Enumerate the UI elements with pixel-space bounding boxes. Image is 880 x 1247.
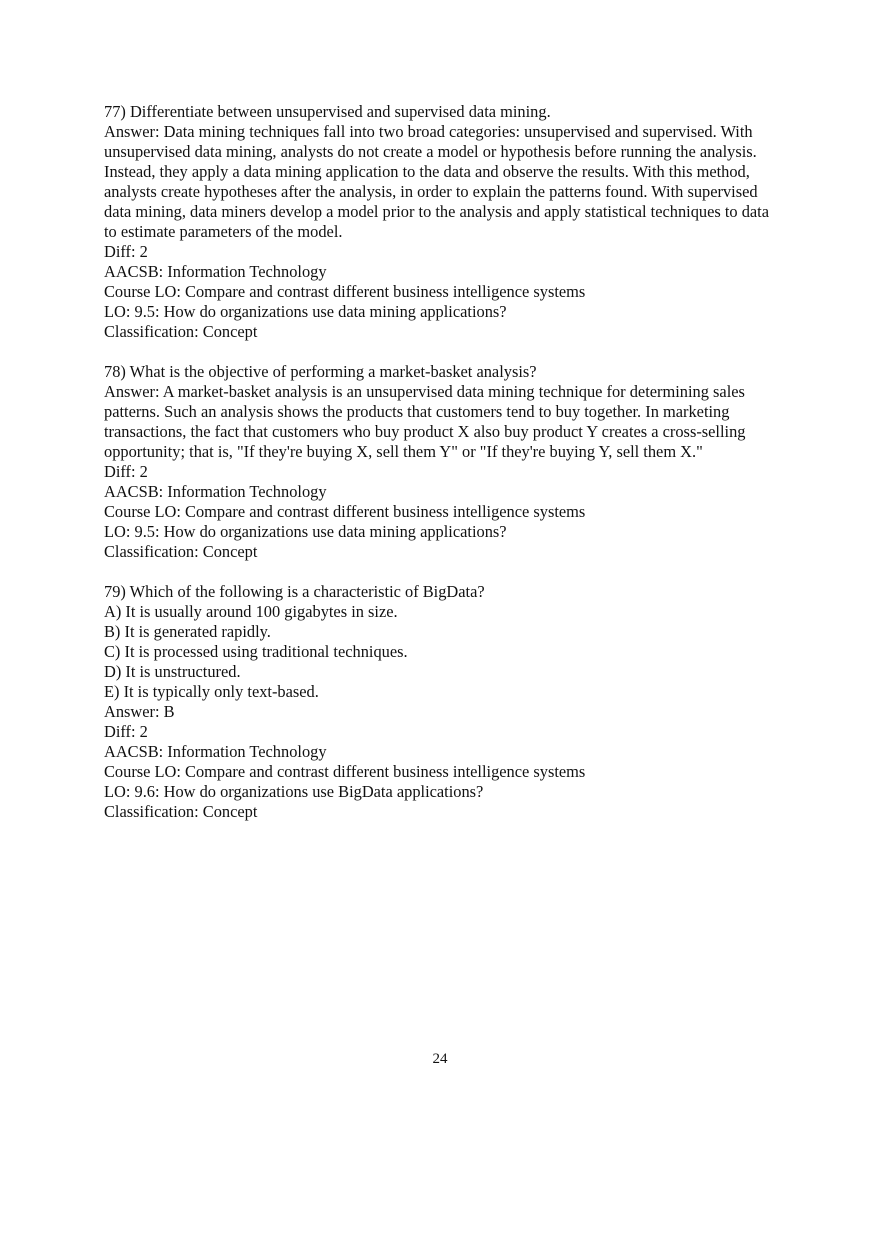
question-diff: Diff: 2 bbox=[104, 722, 148, 741]
answer-option-a: A) It is usually around 100 gigabytes in size. bbox=[104, 602, 398, 621]
page-content bbox=[104, 102, 772, 842]
question-prompt: 78) What is the objective of performing a market-basket analysis? bbox=[104, 362, 537, 381]
question-79 bbox=[104, 582, 772, 822]
question-diff: Diff: 2 bbox=[104, 242, 148, 261]
question-classification: Classification: Concept bbox=[104, 802, 258, 821]
question-lo: LO: 9.5: How do organizations use data mining applications? bbox=[104, 302, 507, 321]
question-course-lo: Course LO: Compare and contrast different business intelligence systems bbox=[104, 762, 586, 781]
answer-option-e: E) It is typically only text-based. bbox=[104, 682, 319, 701]
question-course-lo: Course LO: Compare and contrast different business intelligence systems bbox=[104, 282, 586, 301]
question-prompt: 79) Which of the following is a characteristic of BigData? bbox=[104, 582, 485, 601]
answer-option-d: D) It is unstructured. bbox=[104, 662, 241, 681]
question-diff: Diff: 2 bbox=[104, 462, 148, 481]
question-78 bbox=[104, 362, 772, 562]
question-course-lo: Course LO: Compare and contrast different business intelligence systems bbox=[104, 502, 586, 521]
page-number: 24 bbox=[432, 1051, 448, 1067]
question-77 bbox=[104, 102, 772, 342]
question-answer: Answer: Data mining techniques fall into two broad categories: unsupervised and supervised. With unsupervised data mining, analysts do not create a model or hypothesis before running the analysis. Instead, they apply a data mining application to the data and observe the results. With this method, analysts create hypotheses after the analysis, in order to explain the patterns found. With supervised data mining, data miners develop a model prior to the analysis and apply statistical techniques to data to estimate parameters of the model. bbox=[104, 122, 770, 241]
question-aacsb: AACSB: Information Technology bbox=[104, 742, 327, 761]
question-answer: Answer: B bbox=[104, 702, 175, 721]
question-lo: LO: 9.6: How do organizations use BigData applications? bbox=[104, 782, 484, 801]
question-answer: Answer: A market-basket analysis is an unsupervised data mining technique for determining sales patterns. Such an analysis shows the products that customers tend to buy together. In marketing transactions, the fact that customers who buy product X also buy product Y creates a cross-selling opportunity; that is, "If they're buying X, sell them Y" or "If they're buying Y, sell them X." bbox=[104, 382, 746, 461]
question-aacsb: AACSB: Information Technology bbox=[104, 262, 327, 281]
answer-option-b: B) It is generated rapidly. bbox=[104, 622, 271, 641]
question-lo: LO: 9.5: How do organizations use data mining applications? bbox=[104, 522, 507, 541]
question-classification: Classification: Concept bbox=[104, 542, 258, 561]
question-aacsb: AACSB: Information Technology bbox=[104, 482, 327, 501]
answer-option-c: C) It is processed using traditional techniques. bbox=[104, 642, 408, 661]
question-prompt: 77) Differentiate between unsupervised and supervised data mining. bbox=[104, 102, 551, 121]
question-classification: Classification: Concept bbox=[104, 322, 258, 341]
